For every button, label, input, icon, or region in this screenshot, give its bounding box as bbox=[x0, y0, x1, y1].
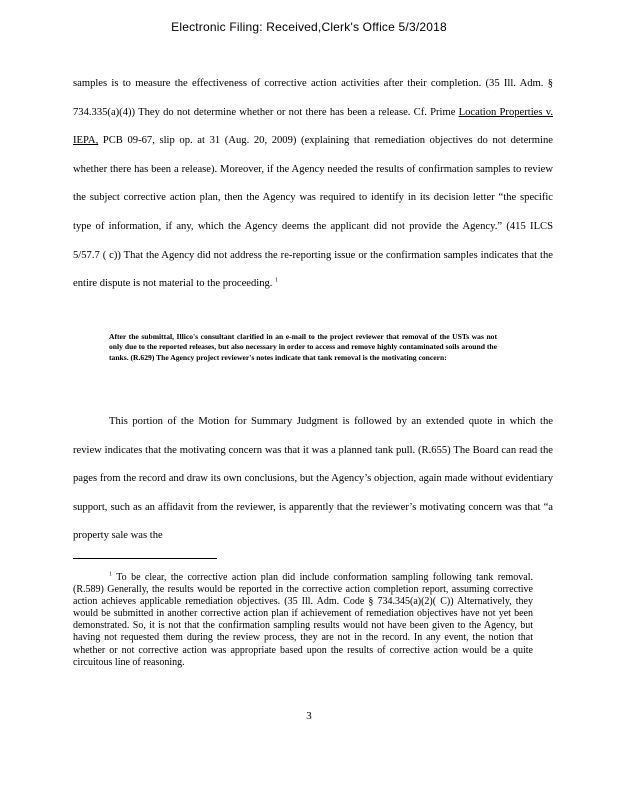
body-paragraph-1 bbox=[73, 70, 553, 299]
footnote bbox=[73, 572, 533, 669]
body-text-part1: samples is to measure the effectiveness of corrective action activities after their completion. (35 Ill. Adm. § 734.335(a)(4)) They do not determine whether or not there has been a release. Cf. Prime bbox=[73, 78, 553, 118]
body-paragraph-2 bbox=[73, 408, 553, 551]
body-text-2: This portion of the Motion for Summary Judgment is followed by an extended quote in which the review indicates that the motivating concern was that it was a planned tank pull. (R.655) The Board can read the pages from the record and draw its own conclusions, but the Agency’s objection, again made without evidentiary support, such as an affidavit from the reviewer, is apparently that the reviewer’s motivating concern was that “a property sale was the bbox=[73, 416, 553, 542]
filing-header: Electronic Filing: Received,Clerk's Office 5/3/2018 bbox=[171, 20, 447, 34]
case-citation: Location Properties v. IEPA, bbox=[73, 106, 553, 147]
body-text-part2: PCB 09-67, slip op. at 31 (Aug. 20, 2009) (explaining that remediation objectives do not determine whether there has been a release). Moreover, if the Agency needed the results of confirmation samples to review the subject corrective action plan, then the Agency was required to identify in its decision letter “the specific type of information, if any, which the Agency deems the applicant did not provide the Agency.” (415 ILCS 5/57.7 ( c)) That the Agency did not address the re-reporting issue or the confirmation samples indicates that the entire dispute is not material to the proceeding. bbox=[73, 135, 553, 290]
page-number: 3 bbox=[306, 710, 312, 722]
footnote-separator bbox=[73, 558, 217, 559]
footnote-number: 1 bbox=[109, 571, 112, 578]
footnote-text: To be clear, the corrective action plan did include conformation sampling following tank removal. (R.589) Generally, the results would be reported in the corrective action completion report, assuming corrective action achieves applicable remediation objectives. (35 Ill. Adm. Code § 734.345(a)(2)( C)) Alternatively, they would be submitted in another corrective action plan if achievement of remediation objectives have not yet been demonstrated. So, it is not that the confirmation sampling results would not have been given to the Agency, but having not requested them during the review process, they are not in the record. In any event, the notion that whether or not corrective action was appropriate based upon the results of corrective action would be a quite circuitous line of reasoning. bbox=[73, 572, 533, 668]
footnote-reference[interactable]: 1 bbox=[275, 277, 279, 284]
block-quote: After the submittal, Illico's consultant clarified in an e-mail to the project reviewer that removal of the USTs was not only due to the reported releases, but also necessary in order to access and remove highly contaminated soils around the tanks. (R.629) The Agency project reviewer's notes indicate that tank removal is the motivating concern: bbox=[109, 332, 497, 362]
